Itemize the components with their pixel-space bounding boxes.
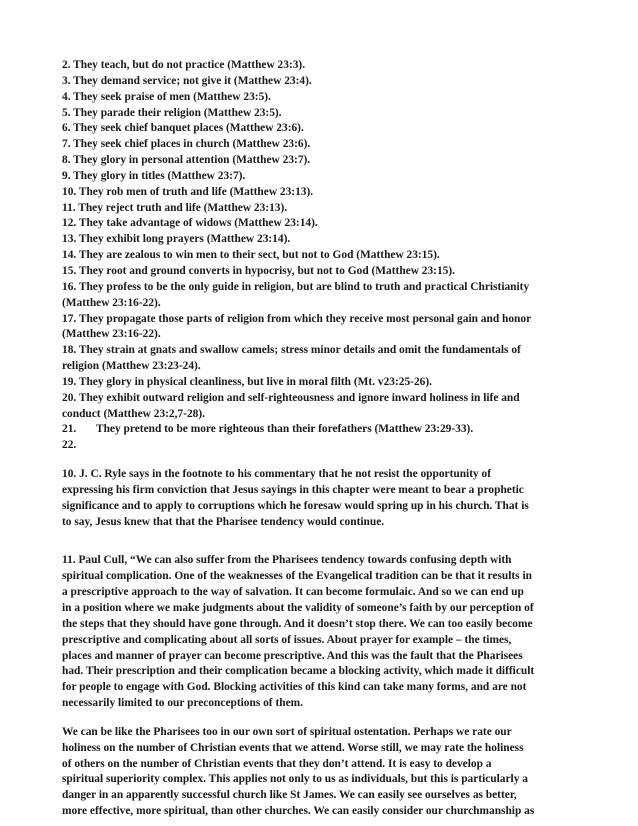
- list-line: 11. They reject truth and life (Matthew 23:13).: [62, 201, 288, 214]
- list-item-22: 22.: [62, 439, 77, 452]
- list-line: 19. They glory in physical cleanliness, but live in moral filth (Mt. v23:25-26).: [62, 375, 432, 388]
- paragraph-paul-cull: [62, 553, 608, 711]
- para12-line: spiritual superiority complex. This applies not only to us as individuals, but this is particularly a: [62, 773, 528, 786]
- para10-line: significance and to apply to corruptions which he foresaw would spring up in his church. That is: [62, 499, 529, 512]
- list-line: 18. They strain at gnats and swallow camels; stress minor details and omit the fundamentals of: [62, 344, 521, 357]
- para10-line: to say, Jesus knew that that the Pharisee tendency would continue.: [62, 515, 385, 528]
- list-line: religion (Matthew 23:23-24).: [62, 360, 201, 373]
- para11-line: prescriptive and complicating about all sorts of issues. About prayer for example – the times,: [62, 633, 512, 646]
- para12-line: of others on the number of Christian events that they don’t attend. It is easy to develop a: [62, 757, 492, 770]
- list-line: conduct (Matthew 23:2,7-28).: [62, 407, 205, 420]
- para11-line: had. Their prescription and their complication became a blocking activity, which made it difficult: [62, 665, 535, 678]
- list-line: 12. They take advantage of widows (Matthew 23:14).: [62, 217, 318, 230]
- list-line: (Matthew 23:16-22).: [62, 296, 161, 309]
- list-line: 5. They parade their religion (Matthew 23:5).: [62, 106, 282, 119]
- paragraph-ryle: [62, 467, 608, 530]
- list-line: 13. They exhibit long prayers (Matthew 23:14).: [62, 233, 291, 246]
- para11-line: places and manner of prayer can become prescriptive. And this was the fault that the Pharisees: [62, 649, 523, 662]
- list-line: 8. They glory in personal attention (Matthew 23:7).: [62, 154, 311, 167]
- list-line: 6. They seek chief banquet places (Matthew 23:6).: [62, 122, 304, 135]
- list-line: 7. They seek chief places in church (Matthew 23:6).: [62, 138, 311, 151]
- list-line: 4. They seek praise of men (Matthew 23:5).: [62, 90, 271, 103]
- para10-line: expressing his firm conviction that Jesus sayings in this chapter were meant to bear a prophetic: [62, 483, 524, 496]
- list-line: 9. They glory in titles (Matthew 23:7).: [62, 169, 246, 182]
- list-item-21-number: 21.: [62, 423, 77, 436]
- list-line: 15. They root and ground converts in hypocrisy, but not to God (Matthew 23:15).: [62, 264, 456, 277]
- list-item-21-text: They pretend to be more righteous than their forefathers (Matthew 23:29-33).: [96, 423, 474, 436]
- para12-line: holiness on the number of Christian events that we attend. Worse still, we may rate the holiness: [62, 741, 524, 754]
- list-line: 14. They are zealous to win men to their sect, but not to God (Matthew 23:15).: [62, 249, 440, 262]
- para11-line: in a position where we make judgments about the validity of someone’s faith by our perception of: [62, 602, 534, 614]
- list-item-21: [62, 422, 608, 438]
- para11-line: spiritual complication. One of the weaknesses of the Evangelical tradition can be that it results in: [62, 570, 532, 583]
- para10-line: 10. J. C. Ryle says in the footnote to his commentary that he not resist the opportunity of: [62, 468, 492, 481]
- paragraph-ostentation: [62, 725, 608, 820]
- numbered-list: [62, 58, 608, 422]
- para11-line: for people to engage with God. Blocking activities of this kind can take many forms, and are not: [62, 681, 527, 694]
- para11-line: the steps that they should have gone through. And it doesn’t stop there. We can too easily become: [62, 617, 533, 630]
- list-line: 3. They demand service; not give it (Matthew 23:4).: [62, 74, 312, 87]
- para11-line: a prescriptive approach to the way of salvation. It can become formulaic. And so we can end up: [62, 586, 524, 599]
- para11-line: 11. Paul Cull, “We can also suffer from the Pharisees tendency towards confusing depth with: [62, 554, 512, 567]
- list-line: 17. They propagate those parts of religion from which they receive most personal gain and honor: [62, 312, 532, 325]
- para11-line: necessarily limited to our preconceptions of them.: [62, 697, 303, 710]
- list-line: 2. They teach, but do not practice (Matthew 23:3).: [62, 59, 306, 71]
- para12-line: more effective, more spiritual, than other churches. We can easily consider our churchmanship as: [62, 805, 535, 818]
- para12-line: We can be like the Pharisees too in our own sort of spiritual ostentation. Perhaps we rate our: [62, 725, 512, 738]
- list-line: (Matthew 23:16-22).: [62, 328, 161, 341]
- list-line: 20. They exhibit outward religion and self-righteousness and ignore inward holiness in life and: [62, 391, 520, 404]
- para12-line: danger in an apparently successful church like St James. We can easily see ourselves as better,: [62, 789, 517, 802]
- list-line: 16. They profess to be the only guide in religion, but are blind to truth and practical Christianity: [62, 280, 530, 293]
- list-line: 10. They rob men of truth and life (Matthew 23:13).: [62, 185, 314, 198]
